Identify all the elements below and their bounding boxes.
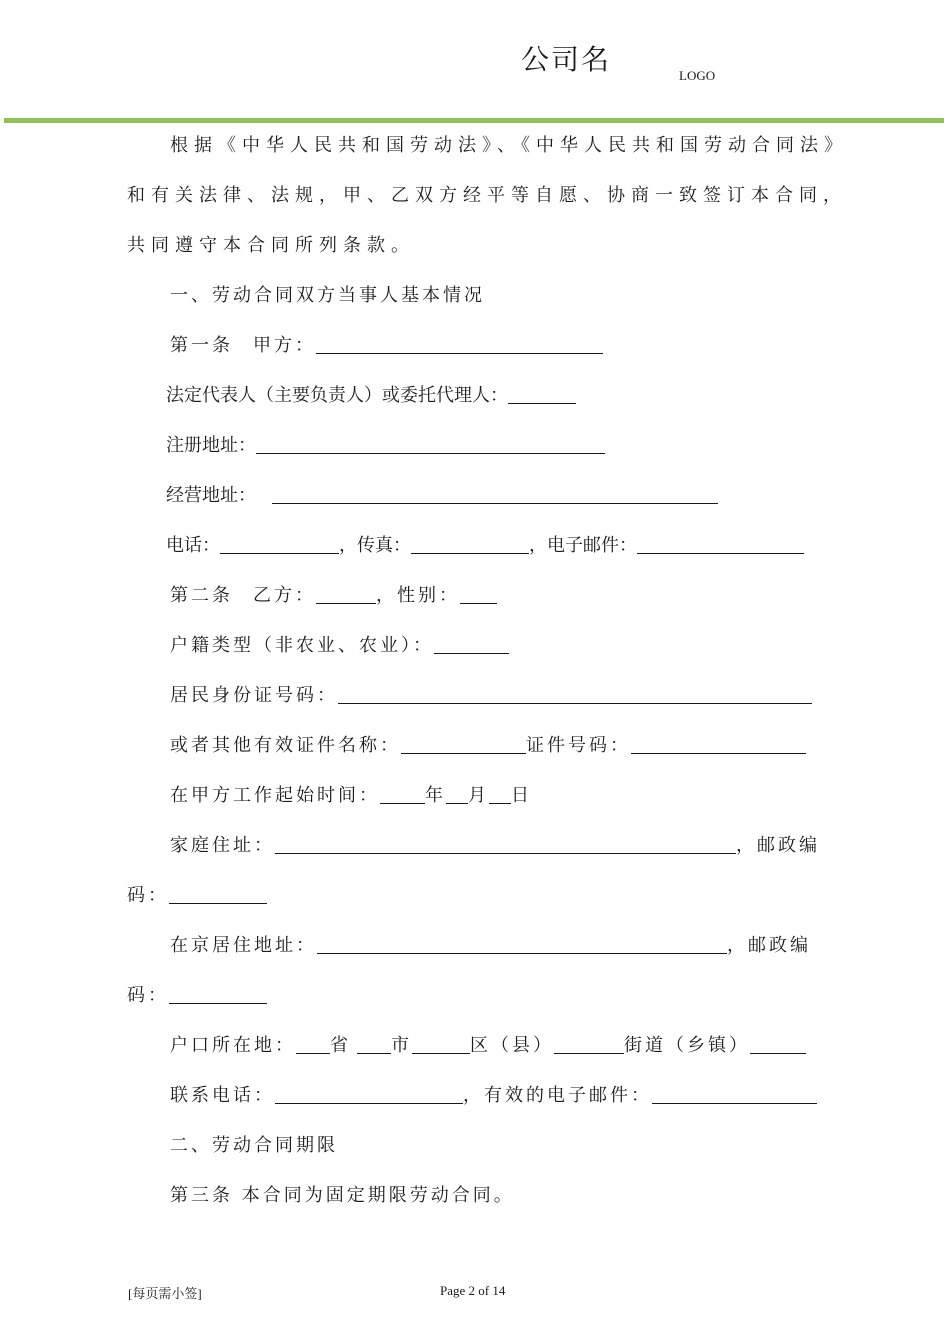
district-label: 区（县）	[470, 1035, 554, 1056]
contact-phone-label: 联系电话：	[170, 1085, 275, 1106]
beijing-postcode-label-2: 码：	[127, 985, 169, 1006]
province-field[interactable]	[296, 1033, 330, 1054]
contact-phone-field[interactable]	[275, 1083, 463, 1104]
province-label: 省	[330, 1035, 351, 1056]
id-number-label: 居民身份证号码：	[170, 685, 338, 706]
beijing-postcode-field[interactable]	[169, 983, 267, 1004]
hukou-type-row	[170, 633, 509, 659]
email-field[interactable]	[637, 533, 804, 554]
home-postcode-field[interactable]	[169, 883, 267, 904]
day-label: 日	[511, 785, 532, 806]
legal-rep-row	[166, 383, 576, 409]
phone-label: 电话：	[166, 535, 220, 556]
month-label: 月	[468, 785, 489, 806]
city-field[interactable]	[357, 1033, 391, 1054]
article-2-row	[170, 583, 497, 609]
article-1-row	[170, 333, 603, 359]
cert-number-field[interactable]	[631, 733, 806, 754]
biz-address-field[interactable]	[272, 483, 718, 504]
contact-row	[166, 533, 804, 559]
section-2-title: 二、劳动合同期限	[170, 1135, 338, 1156]
party-b-label: 乙方：	[253, 585, 316, 606]
valid-email-label: ，有效的电子邮件：	[463, 1085, 652, 1106]
hukou-location-label: 户口所在地：	[170, 1035, 296, 1056]
article-3-text: 第三条 本合同为固定期限劳动合同。	[170, 1185, 515, 1206]
district-field[interactable]	[412, 1033, 470, 1054]
beijing-address-label: 在京居住地址：	[170, 935, 317, 956]
hukou-extra-field[interactable]	[750, 1033, 806, 1054]
street-field[interactable]	[554, 1033, 624, 1054]
intro-line-2: 和有关法律、法规，甲、乙双方经平等自愿、协商一致签订本合同，	[127, 185, 847, 206]
gender-label: ，性别：	[376, 585, 460, 606]
legal-rep-field[interactable]	[508, 383, 576, 404]
start-day-field[interactable]	[489, 783, 511, 804]
company-name: 公司名	[521, 43, 612, 76]
party-b-field[interactable]	[316, 583, 376, 604]
biz-address-row	[166, 483, 718, 509]
home-postcode-label: ，邮政编	[736, 835, 820, 856]
id-number-field[interactable]	[338, 683, 812, 704]
beijing-address-field[interactable]	[317, 933, 727, 954]
hukou-type-field[interactable]	[434, 633, 509, 654]
contact-phone-row	[170, 1083, 817, 1109]
hukou-location-row	[170, 1033, 806, 1059]
email-label: ，电子邮件：	[529, 535, 637, 556]
gender-field[interactable]	[460, 583, 497, 604]
other-id-label: 或者其他有效证件名称：	[170, 735, 401, 756]
intro-line-3: 共同遵守本合同所列条款。	[127, 235, 415, 256]
article-1-label: 第一条	[170, 335, 233, 356]
city-label: 市	[391, 1035, 412, 1056]
start-time-row	[170, 783, 532, 809]
start-year-field[interactable]	[380, 783, 425, 804]
party-a-field[interactable]	[316, 333, 603, 354]
sign-note: [每页需小签]	[128, 1286, 202, 1301]
article-2-label: 第二条	[170, 585, 233, 606]
reg-address-label: 注册地址：	[166, 435, 256, 456]
party-a-label: 甲方：	[253, 335, 316, 356]
year-label: 年	[425, 785, 446, 806]
biz-address-label: 经营地址：	[166, 485, 256, 506]
hukou-type-label: 户籍类型（非农业、农业）：	[170, 635, 434, 656]
home-address-field[interactable]	[275, 833, 736, 854]
home-postcode-label-2: 码：	[127, 885, 169, 906]
phone-field[interactable]	[220, 533, 339, 554]
reg-address-row	[166, 433, 605, 459]
id-number-row	[170, 683, 812, 709]
legal-rep-label: 法定代表人（主要负责人）或委托代理人：	[166, 385, 508, 406]
fax-field[interactable]	[411, 533, 529, 554]
valid-email-field[interactable]	[652, 1083, 817, 1104]
intro-line-1: 根据《中华人民共和国劳动法》、《中华人民共和国劳动合同法》	[170, 135, 848, 156]
reg-address-field[interactable]	[256, 433, 605, 454]
beijing-address-row	[170, 933, 811, 959]
home-address-label: 家庭住址：	[170, 835, 275, 856]
other-id-row	[170, 733, 806, 759]
beijing-postcode-row	[127, 983, 267, 1009]
other-id-field[interactable]	[401, 733, 526, 754]
start-month-field[interactable]	[446, 783, 468, 804]
fax-label: ，传真：	[339, 535, 411, 556]
logo-placeholder: LOGO	[679, 68, 716, 83]
home-address-row	[170, 833, 820, 859]
section-1-title: 一、劳动合同双方当事人基本情况	[170, 285, 485, 306]
street-label: 街道（乡镇）	[624, 1035, 750, 1056]
header-divider	[4, 118, 944, 123]
beijing-postcode-label: ，邮政编	[727, 935, 811, 956]
start-time-label: 在甲方工作起始时间：	[170, 785, 380, 806]
home-postcode-row	[127, 883, 267, 909]
page-number: Page 2 of 14	[440, 1283, 506, 1298]
cert-number-label: 证件号码：	[526, 735, 631, 756]
